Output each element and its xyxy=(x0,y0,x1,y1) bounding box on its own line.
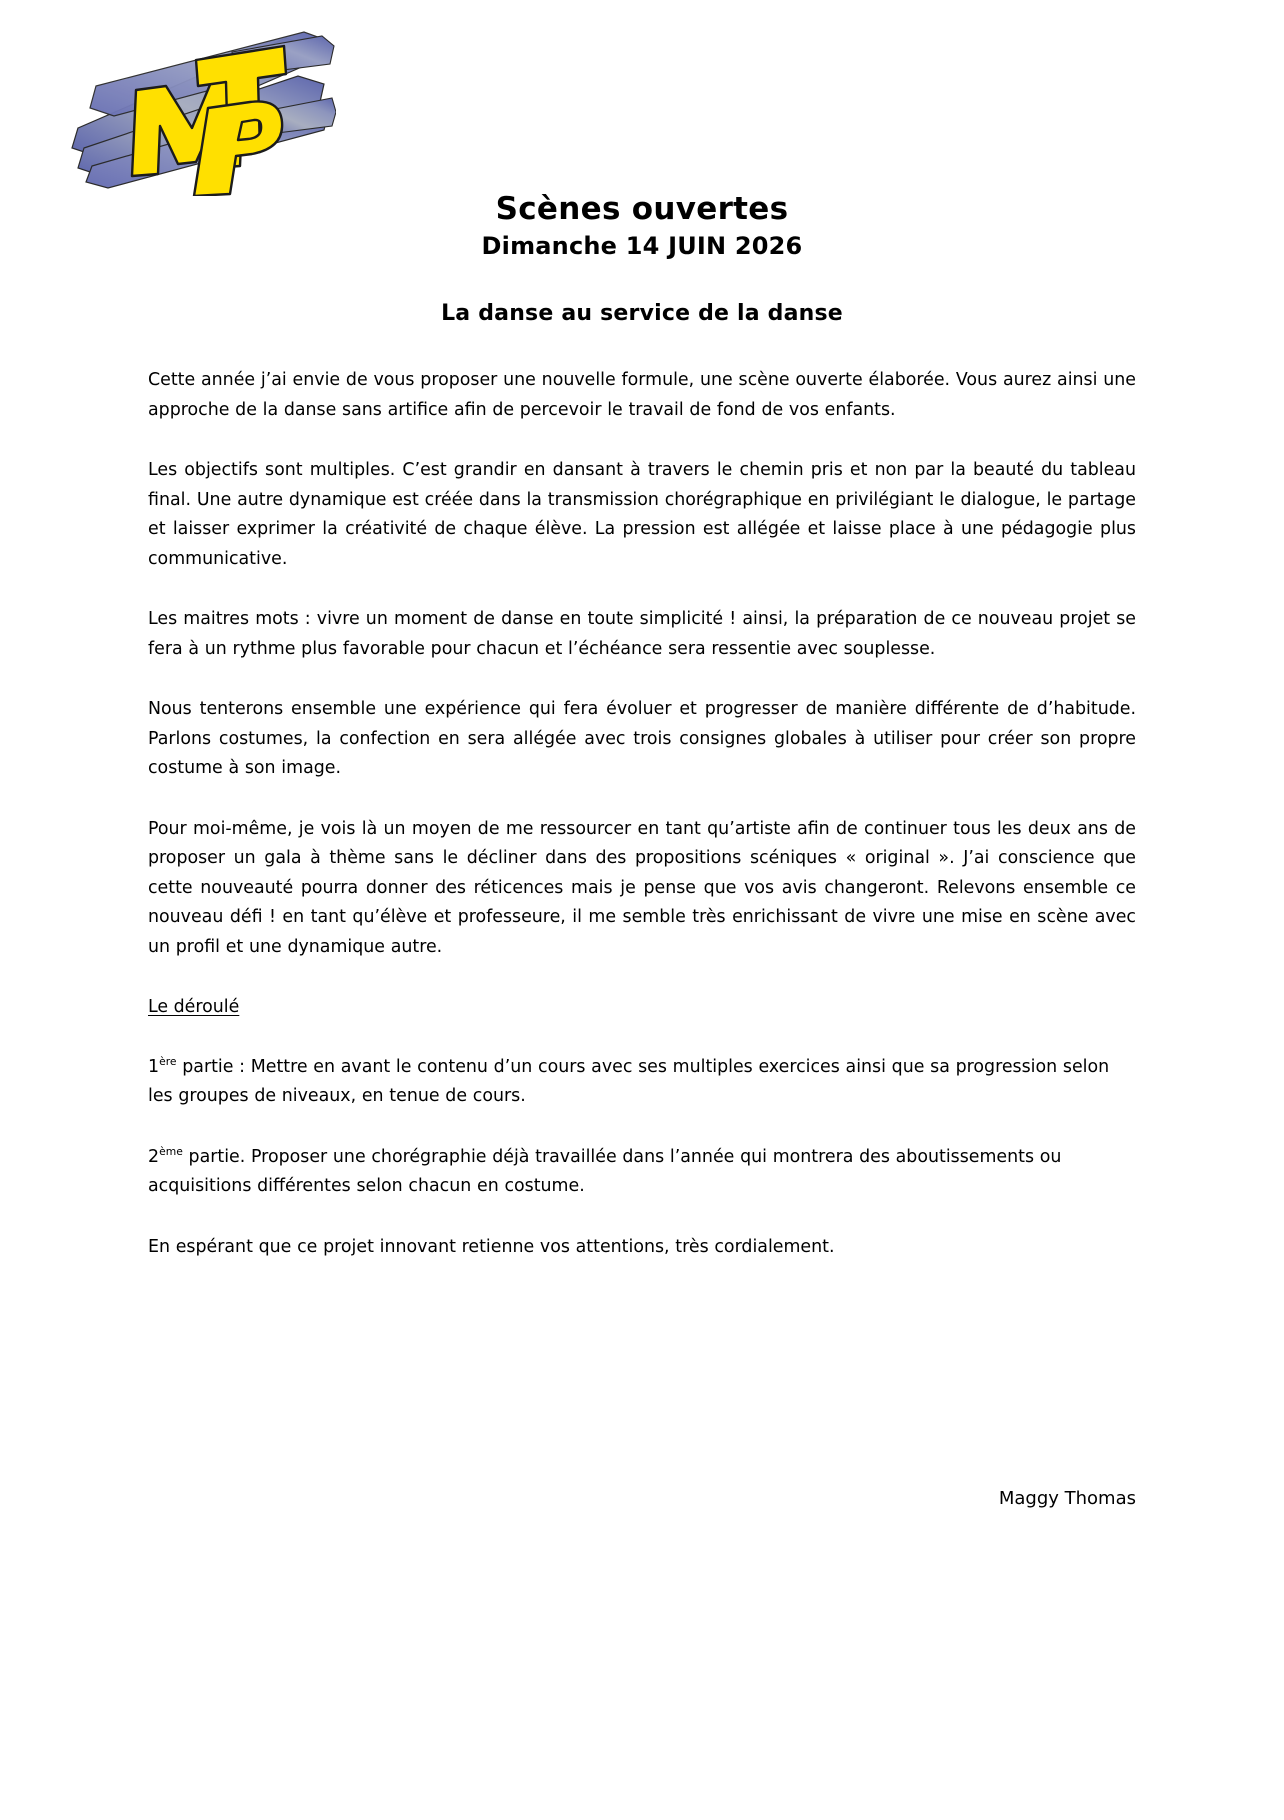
part-one-text: partie : Mettre en avant le contenu d’un cours avec ses multiples exercices ainsi que sa progression selon les groupes de niveaux, en tenue de cours. xyxy=(148,1056,1110,1106)
part-two-ordinal: ème xyxy=(159,1144,183,1158)
part-two xyxy=(148,1143,1136,1202)
paragraph-objectifs: Les objectifs sont multiples. C’est grandir en dansant à travers le chemin pris et non par la beauté du tableau final. Une autre dynamique est créée dans la transmission chorégraphique en privilégiant le dialogue, le partage et laisser exprimer la créativité de chaque élève. La pression est allégée et laisse place à une pédagogie plus communicative. xyxy=(148,460,1136,569)
page-subtitle: Dimanche 14 JUIN 2026 xyxy=(481,232,803,260)
mtp-logo xyxy=(36,16,336,196)
section-heading-deroule xyxy=(148,993,1136,1023)
paragraph-experience: Nous tenterons ensemble une expérience qui fera évoluer et progresser de manière différente de d’habitude. Parlons costumes, la confection en sera allégée avec trois consignes globales à utiliser pour créer son propre costume à son image. xyxy=(148,699,1136,778)
section-heading-text: Le déroulé xyxy=(148,997,240,1017)
page-tagline: La danse au service de la danse xyxy=(441,301,843,326)
part-one xyxy=(148,1053,1136,1112)
part-one-number: 1 xyxy=(148,1056,160,1077)
signature: Maggy Thomas xyxy=(998,1488,1136,1509)
page-title: Scènes ouvertes xyxy=(495,191,789,227)
part-two-number: 2 xyxy=(148,1146,160,1167)
document-body xyxy=(148,366,1136,1293)
paragraph-maitres-mots: Les maitres mots : vivre un moment de danse en toute simplicité ! ainsi, la préparation de ce nouveau projet se fera à un rythme plus favorable pour chacun et l’échéance sera ressentie avec souplesse. xyxy=(148,609,1136,659)
paragraph-intro: Cette année j’ai envie de vous proposer une nouvelle formule, une scène ouverte élaborée. Vous aurez ainsi une approche de la danse sans artifice afin de percevoir le travail de fond de vos enfants. xyxy=(148,370,1136,420)
logo-letter-p xyxy=(194,101,282,196)
paragraph-moi-meme: Pour moi-même, je vois là un moyen de me ressourcer en tant qu’artiste afin de continuer tous les deux ans de proposer un gala à thème sans le décliner dans des propositions scéniques « original ». J’ai conscience que cette nouveauté pourra donner des réticences mais je pense que vos avis changeront. Relevons ensemble ce nouveau défi ! en tant qu’élève et professeure, il me semble très enrichissant de vivre une mise en scène avec un profil et une dynamique autre. xyxy=(148,818,1136,957)
part-two-text: partie. Proposer une chorégraphie déjà travaillée dans l’année qui montrera des aboutissements ou acquisitions différentes selon chacun en costume. xyxy=(148,1146,1062,1196)
paragraph-closing: En espérant que ce projet innovant retienne vos attentions, très cordialement. xyxy=(148,1236,835,1257)
part-one-ordinal: ère xyxy=(159,1054,177,1068)
